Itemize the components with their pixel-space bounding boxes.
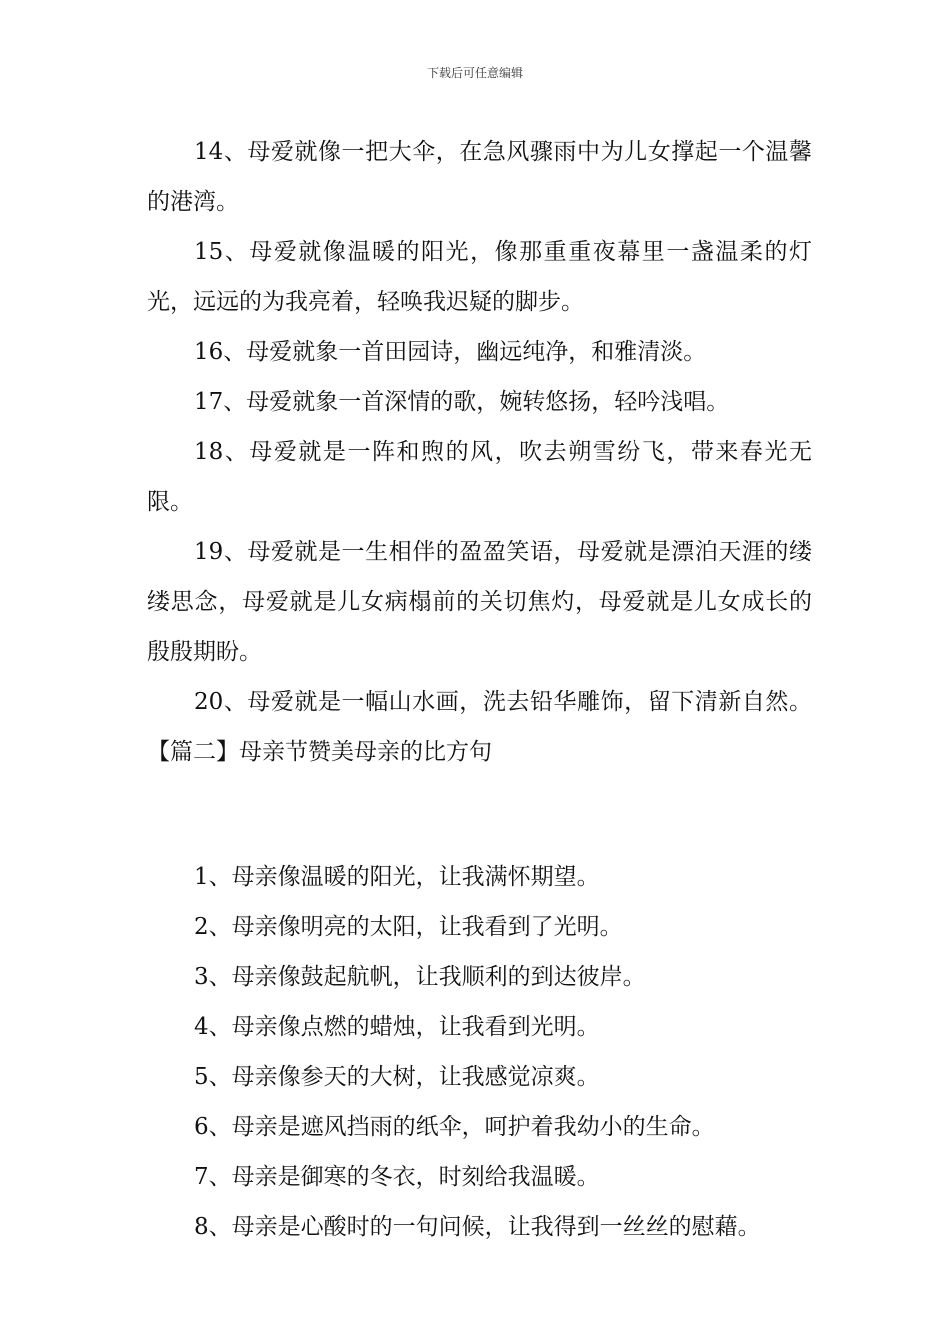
- document-body: [147, 127, 812, 1252]
- paragraph-19: 19、母爱就是一生相伴的盈盈笑语，母爱就是漂泊天涯的缕缕思念，母爱就是儿女病榻前的关切焦灼，母爱就是儿女成长的殷殷期盼。: [147, 539, 812, 665]
- list-item-6: 6、母亲是遮风挡雨的纸伞，呵护着我幼小的生命。: [194, 1114, 715, 1140]
- paragraph-15: 15、母爱就像温暖的阳光，像那重重夜幕里一盏温柔的灯光，远远的为我亮着，轻唤我迟疑的脚步。: [147, 239, 812, 315]
- list-item-1: 1、母亲像温暖的阳光，让我满怀期望。: [194, 864, 600, 890]
- list-item-8: 8、母亲是心酸时的一句问候，让我得到一丝丝的慰藉。: [194, 1214, 761, 1240]
- paragraph-17: 17、母爱就象一首深情的歌，婉转悠扬，轻吟浅唱。: [194, 389, 730, 415]
- paragraph-14: 14、母爱就像一把大伞，在急风骤雨中为儿女撑起一个温馨的港湾。: [147, 139, 812, 215]
- paragraph-16: 16、母爱就象一首田园诗，幽远纯净，和雅清淡。: [194, 339, 707, 365]
- list-item-2: 2、母亲像明亮的太阳，让我看到了光明。: [194, 914, 623, 940]
- list-item-3: 3、母亲像鼓起航帆，让我顺利的到达彼岸。: [194, 964, 646, 990]
- paragraph-20: 20、母爱就是一幅山水画，洗去铅华雕饰，留下清新自然。【篇二】母亲节赞美母亲的比方句: [147, 689, 812, 765]
- list-item-7: 7、母亲是御寒的冬衣，时刻给我温暖。: [194, 1164, 600, 1190]
- list-item-4: 4、母亲像点燃的蜡烛，让我看到光明。: [194, 1014, 600, 1040]
- page-header: 下载后可任意编辑: [426, 66, 523, 80]
- paragraph-18: 18、母爱就是一阵和煦的风，吹去朔雪纷飞，带来春光无限。: [147, 439, 812, 515]
- section-gap: [147, 777, 812, 852]
- list-item-5: 5、母亲像参天的大树，让我感觉凉爽。: [194, 1064, 600, 1090]
